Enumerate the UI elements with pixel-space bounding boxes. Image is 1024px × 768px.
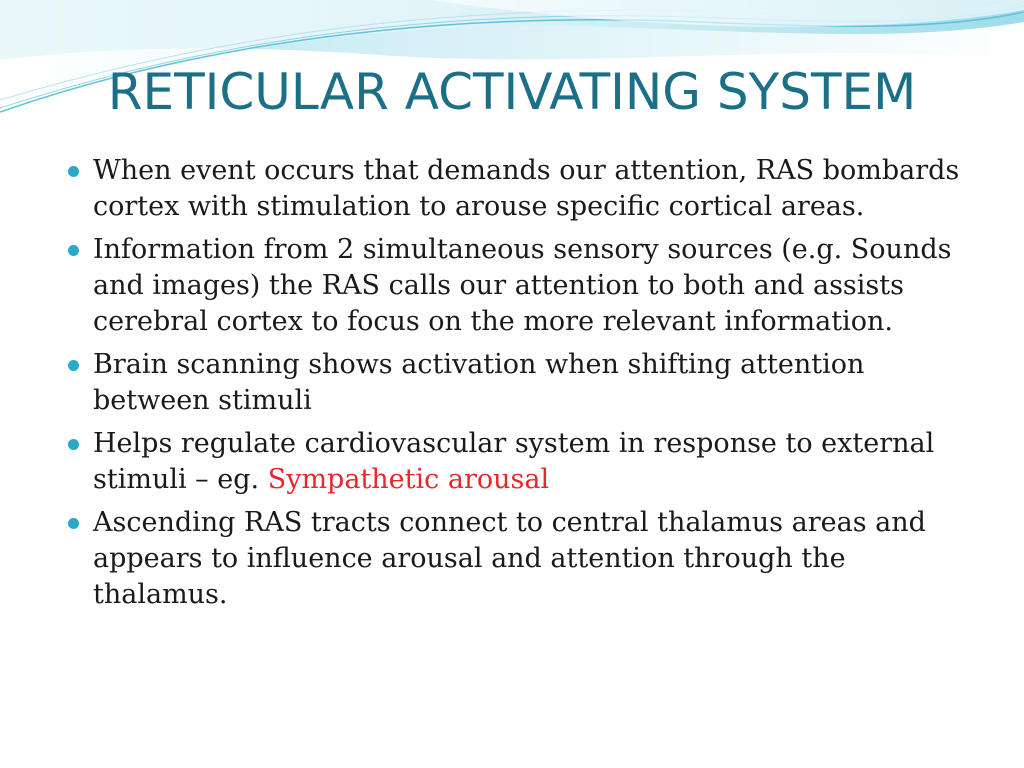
bullet-item (66, 426, 966, 498)
bullet-text: Helps regulate cardiovascular system in response to external stimuli – eg. (93, 428, 935, 495)
bullet-dot-icon (68, 166, 79, 177)
bullet-list (66, 153, 966, 620)
bullet-text: Information from 2 simultaneous sensory sources (e.g. Sounds and images) the RAS calls our attention to both and assists cerebral cortex to focus on the more relevant information. (93, 234, 952, 337)
bullet-text: When event occurs that demands our attention, RAS bombards cortex with stimulation to arouse specific cortical areas. (93, 155, 960, 222)
bullet-dot-icon (68, 360, 79, 371)
bullet-dot-icon (68, 245, 79, 256)
highlighted-text: Sympathetic arousal (267, 464, 550, 495)
bullet-item (66, 347, 966, 419)
bullet-item (66, 153, 966, 225)
slide-title: RETICULAR ACTIVATING SYSTEM (107, 63, 917, 121)
bullet-item (66, 232, 966, 340)
bullet-dot-icon (68, 518, 79, 529)
bullet-dot-icon (68, 439, 79, 450)
bullet-text: Ascending RAS tracts connect to central thalamus areas and appears to influence arousal and attention through the thalamus. (93, 507, 926, 610)
bullet-item (66, 505, 966, 613)
bullet-text: Brain scanning shows activation when shifting attention between stimuli (93, 349, 865, 416)
